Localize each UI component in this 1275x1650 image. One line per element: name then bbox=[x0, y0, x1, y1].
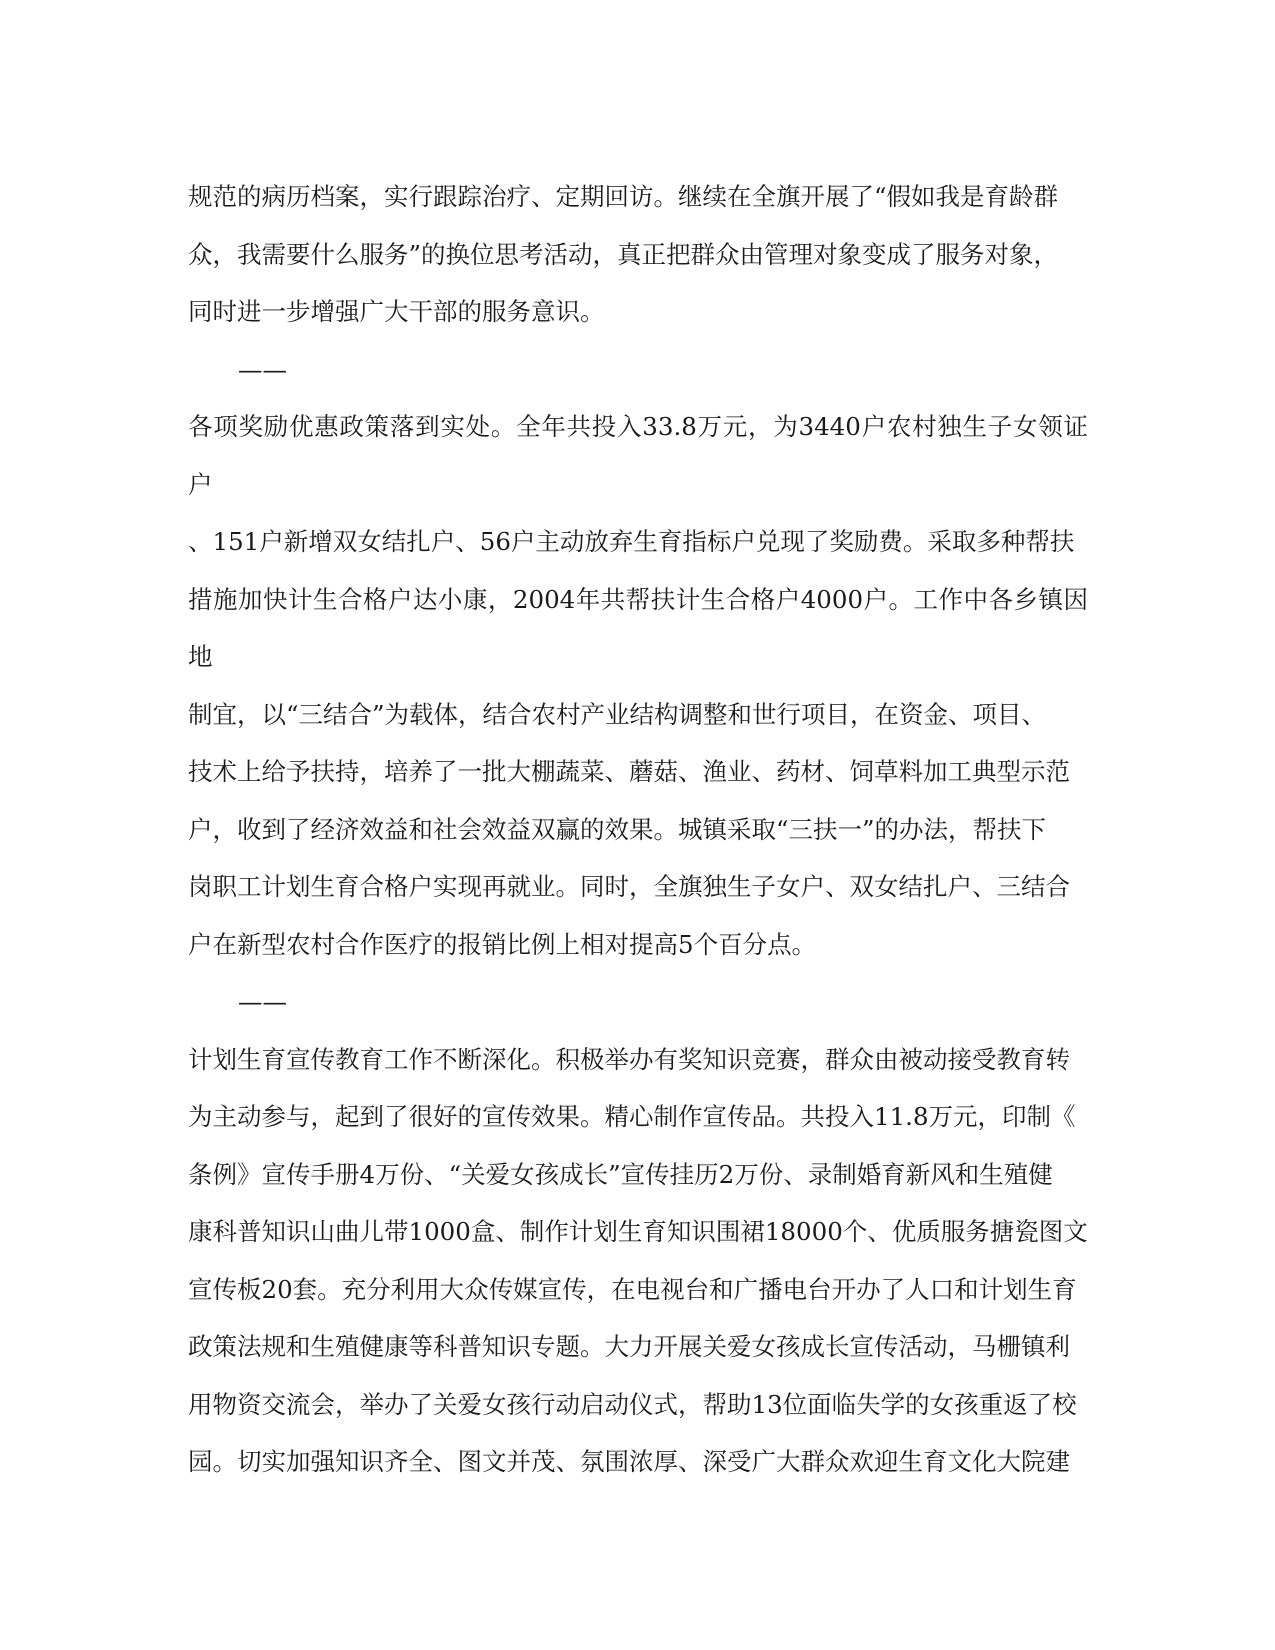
paragraph-service-awareness: 规范的病历档案，实行跟踪治疗、定期回访。继续在全旗开展了“假如我是育龄群 众，我需要什么服务”的换位思考活动，真正把群众由管理对象变成了服务对象， 同时进一步增强广大干部的服务意识。 bbox=[188, 182, 1059, 326]
document-body bbox=[188, 168, 1088, 1491]
section-dash: —— bbox=[238, 987, 287, 1016]
paragraph-publicity-education: 计划生育宣传教育工作不断深化。积极举办有奖知识竞赛，群众由被动接受教育转 为主动参与，起到了很好的宣传效果。精心制作宣传品。共投入11.8万元，印制《 条例》宣传手册4万份、“关爱女孩成长”宣传挂历2万份、录制婚育新风和生殖健 康科普知识山曲儿带1000盒、制作计划生育知识围裙18000个、优质服务搪瓷图文 宣传板20套。充分利用大众传媒宣传，在电视台和广播电台开办了人口和计划生育 政策法规和生殖健康等科普知识专题。大力开展关爱女孩成长宣传活动，马栅镇利 用物资交流会，举办了关爱女孩行动启动仪式，帮助13位面临失学的女孩重返了校 园。切实加强知识齐全、图文并茂、氛围浓厚、深受广大群众欢迎生育文化大院建 bbox=[188, 1044, 1088, 1476]
paragraph-incentive-policies: 各项奖励优惠政策落到实处。全年共投入33.8万元，为3440户农村独生子女领证户 、151户新增双女结扎户、56户主动放弃生育指标户兑现了奖励费。采取多种帮扶 措施加快计生合格户达小康，2004年共帮扶计生合格户4000户。工作中各乡镇因地 制宜，以“三结合”为载体，结合农村产业结构调整和世行项目，在资金、项目、 技术上给予扶持，培养了一批大棚蔬菜、蘑菇、渔业、药材、饲草料加工典型示范 户，收到了经济效益和社会效益双赢的效果。城镇采取“三扶一”的办法，帮扶下 岗职工计划生育合格户实现再就业。同时，全旗独生子女户、双女结扎户、三结合 户在新型农村合作医疗的报销比例上相对提高5个百分点。 bbox=[188, 412, 1088, 959]
section-dash: —— bbox=[238, 354, 287, 384]
